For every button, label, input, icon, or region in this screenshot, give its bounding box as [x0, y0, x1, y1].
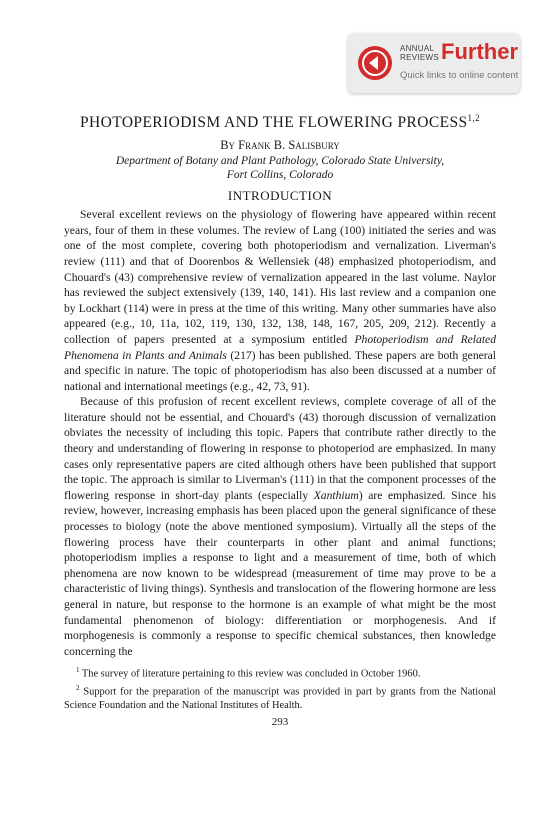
footnote-2-text: Support for the preparation of the manuscript was provided in part by grants from the National Science Foundation and the National Institutes of Health.	[64, 686, 496, 711]
affiliation-line-1: Department of Botany and Plant Pathology, Colorado State University,	[115, 155, 445, 168]
p2-text-a: Because of this profusion of recent excellent reviews, complete coverage of all of the literature should not be essential, and Chouard's (43) thorough discussion of vernalization obviates the necessity of including this topic. Papers that contribute rather directly to the theory and understanding of flowering in response to photoperiod are emphasized. In many cases only representative papers are cited although others have been published that support the topic. The approach is similar to Liverman's (111) in that the component processes of the flowering response in short-day plants (especially	[64, 395, 496, 502]
article	[64, 108, 496, 728]
footnotes	[64, 664, 496, 712]
affiliation	[64, 154, 496, 182]
annual-reviews-logo-text	[400, 44, 440, 62]
article-title	[64, 108, 496, 133]
further-subtitle: Quick links to online content	[400, 70, 519, 81]
arrow-left-icon	[358, 46, 392, 80]
title-text: PHOTOPERIODISM AND THE FLOWERING PROCESS	[80, 114, 468, 132]
further-banner[interactable]	[348, 33, 520, 93]
p1-text-a: Several excellent reviews on the physiology of flowering have appeared within recent years, four of them in these volumes. The review of Lang (100) initiated the series and was one of the most complete, covering both photoperiodism and vernalization. Liverman's review (111) and that of Doorenbos & Wellensiek (48) emphasized photoperiodism, and Chouard's (43) comprehensive review of vernalization appeared in the last volume. Naylor has reviewed the subject extensively (139, 140, 141). His last review and a companion one by Lockhart (114) were in press at the time of this writing. Many other summaries have also appeared (e.g., 10, 11a, 102, 119, 130, 132, 138, 148, 167, 205, 209, 212). Recently a collection of papers presented at a symposium entitled	[64, 208, 496, 346]
footnote-1-mark: 1	[76, 666, 80, 675]
paragraph-2	[64, 394, 496, 659]
p2-text-b: ) are emphasized. Since his review, however, increasing emphasis has been placed upon the general significance of these processes to biology (note the above mentioned symposium). Virtually all the steps of the flowering process have their counterparts in other plant and animal functions; photoperiodism implies a response to light and a measurement of time, both of which phenomena are now known to be widespread (measurement of time may prove to be a characteristic of living things). Synthesis and translocation of the flowering hormone are less general in nature, but response to the hormone is an example of what might be the most fundamental phenomenon of biology: differentiation or morphogenesis. And if morphogenesis is commonly a response to specific chemical substances, then knowledge concerning the	[64, 488, 496, 658]
title-footnote-marks: 1,2	[467, 113, 480, 123]
body-text	[64, 207, 496, 659]
footnote-2	[64, 682, 496, 713]
footnote-2-mark: 2	[76, 683, 80, 692]
further-brand: Further	[441, 39, 518, 64]
section-heading: INTRODUCTION	[227, 188, 333, 204]
org-line-2: REVIEWS	[400, 53, 439, 62]
p1-text-b: (217) has been published. These papers are both general and specific in nature. The topic of photoperiodism has also been discussed at a number of national and international meetings (e.g., 42, 73, 91).	[64, 348, 496, 393]
p1-italic-title: Photoperiodism and Related Phenomena in Plants and Animals	[64, 332, 496, 362]
paragraph-1	[64, 207, 496, 394]
footnote-1-text: The survey of literature pertaining to this review was concluded in October 1960.	[79, 668, 421, 680]
byline: By Frank B. Salisbury	[220, 138, 340, 153]
org-line-1: ANNUAL	[400, 44, 435, 53]
affiliation-line-2: Fort Collins, Colorado	[226, 169, 334, 182]
page-number: 293	[271, 715, 289, 728]
footnote-1	[64, 664, 496, 681]
p2-italic-genus: Xanthium	[313, 488, 359, 502]
